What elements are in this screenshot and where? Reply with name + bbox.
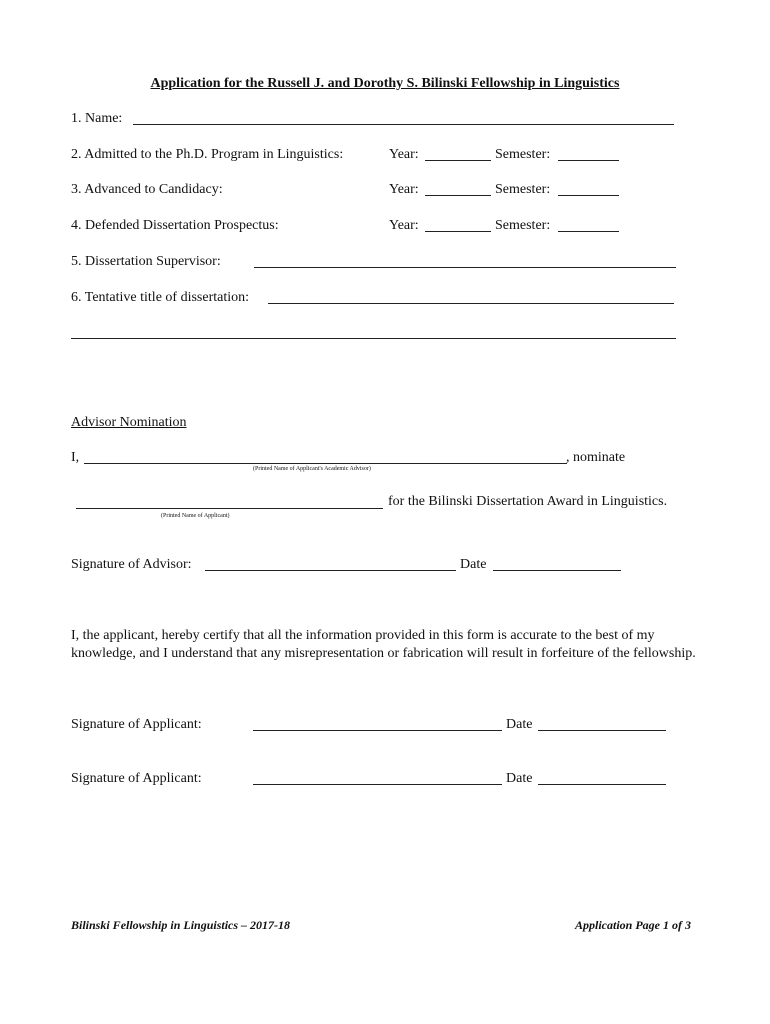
admitted-year-input-line[interactable] [425, 160, 491, 161]
admitted-label: 2. Admitted to the Ph.D. Program in Linguistics: [71, 147, 344, 162]
applicant-name-caption: (Printed Name of Applicant) [161, 513, 230, 519]
applicant-signature-input-line-1[interactable] [253, 730, 502, 731]
advisor-nomination-heading: Advisor Nomination [71, 415, 187, 430]
award-label: for the Bilinski Dissertation Award in Linguistics. [388, 494, 668, 509]
advisor-name-caption: (Printed Name of Applicant's Academic Advisor) [253, 466, 371, 472]
applicant-date-input-line-1[interactable] [538, 730, 666, 731]
certification-text: I, the applicant, hereby certify that all the information provided in this form is accurate to the best of my knowledge, and I understand that any misrepresentation or fabrication will result in forfeiture of the fellowship. [71, 628, 696, 661]
advisor-i-label: I, [71, 450, 80, 465]
applicant-signature-input-line-2[interactable] [253, 784, 502, 785]
advisor-signature-input-line[interactable] [205, 570, 456, 571]
applicant-date-label-2: Date [506, 771, 533, 786]
supervisor-label: 5. Dissertation Supervisor: [71, 254, 221, 269]
admitted-year-label: Year: [389, 147, 419, 162]
form-title: Application for the Russell J. and Dorothy S. Bilinski Fellowship in Linguistics [150, 76, 620, 91]
prospectus-label: 4. Defended Dissertation Prospectus: [71, 218, 279, 233]
footer-left: Bilinski Fellowship in Linguistics – 2017-18 [71, 918, 291, 932]
applicant-date-input-line-2[interactable] [538, 784, 666, 785]
candidacy-year-label: Year: [389, 182, 419, 197]
advisor-signature-label: Signature of Advisor: [71, 557, 192, 572]
supervisor-input-line[interactable] [254, 267, 676, 268]
admitted-semester-input-line[interactable] [558, 160, 619, 161]
prospectus-year-label: Year: [389, 218, 419, 233]
dissertation-title-label: 6. Tentative title of dissertation: [71, 290, 250, 305]
name-input-line[interactable] [133, 124, 674, 125]
applicant-signature-label-1: Signature of Applicant: [71, 717, 202, 732]
advisor-name-input-line[interactable] [84, 463, 567, 464]
candidacy-semester-label: Semester: [495, 182, 551, 197]
candidacy-year-input-line[interactable] [425, 195, 491, 196]
advisor-date-label: Date [460, 557, 487, 572]
candidacy-semester-input-line[interactable] [558, 195, 619, 196]
name-label: 1. Name: [71, 111, 123, 126]
dissertation-title-continued-line[interactable] [71, 338, 676, 339]
candidacy-label: 3. Advanced to Candidacy: [71, 182, 223, 197]
prospectus-semester-input-line[interactable] [558, 231, 619, 232]
footer-page-number: Application Page 1 of 3 [575, 918, 691, 932]
applicant-name-input-line[interactable] [76, 508, 383, 509]
prospectus-semester-label: Semester: [495, 218, 551, 233]
nominate-label: , nominate [566, 450, 626, 465]
dissertation-title-input-line[interactable] [268, 303, 674, 304]
applicant-signature-label-2: Signature of Applicant: [71, 771, 202, 786]
advisor-date-input-line[interactable] [493, 570, 621, 571]
prospectus-year-input-line[interactable] [425, 231, 491, 232]
applicant-date-label-1: Date [506, 717, 533, 732]
admitted-semester-label: Semester: [495, 147, 551, 162]
